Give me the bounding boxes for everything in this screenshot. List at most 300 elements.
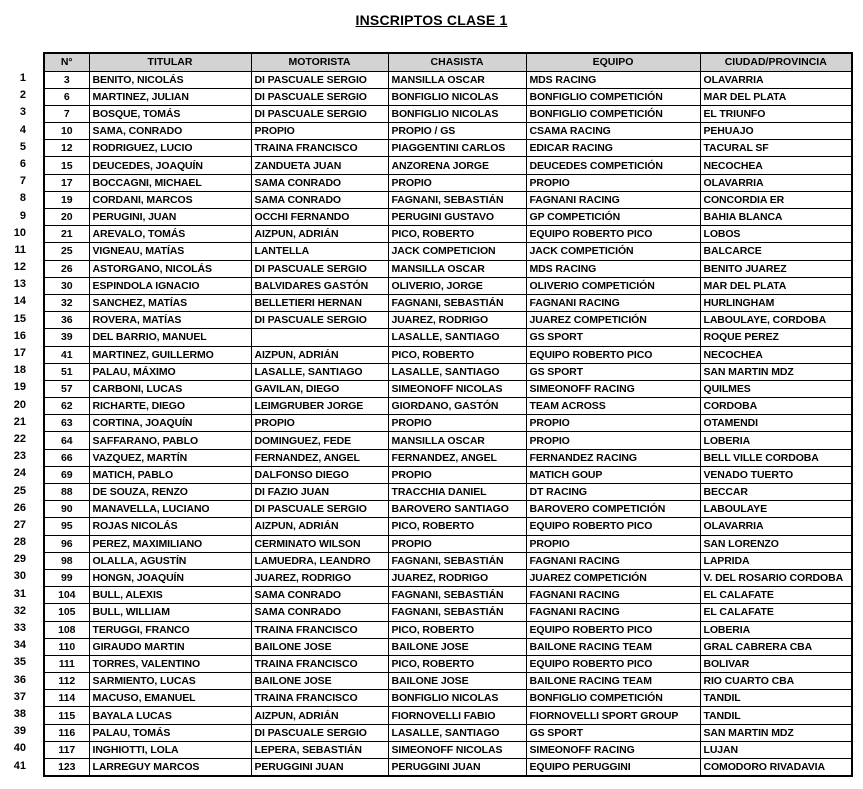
row-index: 17: [13, 347, 26, 359]
row-index: 15: [13, 312, 26, 325]
cell-chasista: FAGNANI, SEBASTIÁN: [388, 294, 526, 311]
cell-motorista: SAMA CONRADO: [251, 174, 388, 191]
row-index: 10: [13, 226, 26, 239]
row-index: 33: [13, 622, 26, 634]
row-index: 11: [14, 243, 26, 256]
table-row: [44, 690, 852, 707]
cell-motorista: TRAINA FRANCISCO: [251, 690, 388, 707]
row-index: 41: [13, 759, 26, 772]
cell-num: 64: [44, 432, 89, 449]
cell-ciudad: OTAMENDI: [700, 415, 852, 432]
cell-motorista: LEIMGRUBER JORGE: [251, 398, 388, 415]
cell-titular: GIRAUDO MARTIN: [89, 638, 251, 655]
cell-num: 62: [44, 398, 89, 415]
column-header-titular: TITULAR: [89, 53, 251, 71]
cell-motorista: LAMUEDRA, LEANDRO: [251, 552, 388, 569]
cell-num: 95: [44, 518, 89, 535]
cell-num: 36: [44, 312, 89, 329]
cell-chasista: BONFIGLIO NICOLAS: [388, 88, 526, 105]
cell-num: 98: [44, 552, 89, 569]
cell-motorista: TRAINA FRANCISCO: [251, 140, 388, 157]
row-index: 4: [19, 123, 26, 136]
cell-motorista: TRAINA FRANCISCO: [251, 655, 388, 672]
table-row: [44, 346, 852, 363]
row-index: 13: [13, 278, 26, 291]
cell-chasista: MANSILLA OSCAR: [388, 432, 526, 449]
cell-ciudad: BAHIA BLANCA: [700, 209, 852, 226]
cell-equipo: EDICAR RACING: [526, 140, 700, 157]
cell-chasista: TRACCHIA DANIEL: [388, 484, 526, 501]
cell-ciudad: NECOCHEA: [700, 346, 852, 363]
cell-ciudad: LABOULAYE: [700, 501, 852, 518]
cell-equipo: BONFIGLIO COMPETICIÓN: [526, 88, 700, 105]
cell-num: 110: [44, 638, 89, 655]
table-row: [44, 604, 852, 621]
cell-titular: ROVERA, MATÍAS: [89, 312, 251, 329]
cell-equipo: DEUCEDES COMPETICIÓN: [526, 157, 700, 174]
cell-equipo: MDS RACING: [526, 260, 700, 277]
table-row: [44, 243, 852, 260]
table-row: [44, 638, 852, 655]
cell-motorista: DI PASCUALE SERGIO: [251, 724, 388, 741]
cell-titular: TERUGGI, FRANCO: [89, 621, 251, 638]
cell-ciudad: CORDOBA: [700, 398, 852, 415]
cell-titular: CORTINA, JOAQUÍN: [89, 415, 251, 432]
table-row: [44, 174, 852, 191]
cell-chasista: BONFIGLIO NICOLAS: [388, 105, 526, 122]
row-index: 7: [19, 175, 26, 188]
cell-num: 96: [44, 535, 89, 552]
cell-titular: CARBONI, LUCAS: [89, 380, 251, 397]
cell-equipo: JACK COMPETICIÓN: [526, 243, 700, 260]
cell-equipo: FERNANDEZ RACING: [526, 449, 700, 466]
cell-num: 111: [44, 655, 89, 672]
cell-num: 39: [44, 329, 89, 346]
table-row: [44, 569, 852, 586]
cell-chasista: BAILONE JOSE: [388, 638, 526, 655]
cell-ciudad: TACURAL SF: [700, 140, 852, 157]
cell-titular: LARREGUY MARCOS: [89, 759, 251, 777]
cell-chasista: PROPIO / GS: [388, 123, 526, 140]
cell-num: 10: [44, 123, 89, 140]
cell-ciudad: COMODORO RIVADAVIA: [700, 759, 852, 777]
cell-chasista: OLIVERIO, JORGE: [388, 277, 526, 294]
cell-chasista: PICO, ROBERTO: [388, 226, 526, 243]
cell-chasista: BONFIGLIO NICOLAS: [388, 690, 526, 707]
cell-motorista: DI PASCUALE SERGIO: [251, 105, 388, 122]
cell-num: 15: [44, 157, 89, 174]
cell-chasista: JUAREZ, RODRIGO: [388, 569, 526, 586]
row-index: 19: [13, 381, 26, 394]
cell-equipo: EQUIPO PERUGGINI: [526, 759, 700, 777]
cell-motorista: SAMA CONRADO: [251, 604, 388, 621]
cell-motorista: ZANDUETA JUAN: [251, 157, 388, 174]
cell-ciudad: QUILMES: [700, 380, 852, 397]
cell-equipo: EQUIPO ROBERTO PICO: [526, 346, 700, 363]
table-row: [44, 432, 852, 449]
cell-ciudad: SAN LORENZO: [700, 535, 852, 552]
cell-chasista: FERNANDEZ, ANGEL: [388, 449, 526, 466]
cell-motorista: PERUGGINI JUAN: [251, 759, 388, 777]
cell-titular: MARTINEZ, JULIAN: [89, 88, 251, 105]
cell-equipo: FAGNANI RACING: [526, 191, 700, 208]
cell-num: 25: [44, 243, 89, 260]
cell-num: 7: [44, 105, 89, 122]
cell-ciudad: CONCORDIA ER: [700, 191, 852, 208]
cell-motorista: DI PASCUALE SERGIO: [251, 260, 388, 277]
cell-motorista: PROPIO: [251, 123, 388, 140]
cell-equipo: BONFIGLIO COMPETICIÓN: [526, 105, 700, 122]
page-title: INSCRIPTOS CLASE 1: [355, 12, 508, 28]
cell-chasista: PROPIO: [388, 415, 526, 432]
cell-num: 26: [44, 260, 89, 277]
row-index: 38: [13, 707, 26, 720]
cell-equipo: DT RACING: [526, 484, 700, 501]
row-index: 3: [19, 106, 26, 119]
table-row: [44, 724, 852, 741]
cell-equipo: GS SPORT: [526, 329, 700, 346]
row-index: 9: [19, 209, 26, 222]
cell-equipo: BAILONE RACING TEAM: [526, 673, 700, 690]
row-index: 29: [13, 553, 26, 566]
table-row: [44, 380, 852, 397]
cell-titular: PALAU, MÁXIMO: [89, 363, 251, 380]
table-row: [44, 518, 852, 535]
cell-equipo: MDS RACING: [526, 71, 700, 88]
cell-motorista: BAILONE JOSE: [251, 673, 388, 690]
cell-titular: ESPINDOLA IGNACIO: [89, 277, 251, 294]
cell-chasista: PICO, ROBERTO: [388, 518, 526, 535]
cell-ciudad: MAR DEL PLATA: [700, 88, 852, 105]
cell-ciudad: LABOULAYE, CORDOBA: [700, 312, 852, 329]
row-index: 20: [13, 398, 26, 411]
cell-chasista: BAILONE JOSE: [388, 673, 526, 690]
cell-equipo: GS SPORT: [526, 724, 700, 741]
cell-num: 123: [44, 759, 89, 777]
cell-ciudad: LOBERIA: [700, 432, 852, 449]
cell-num: 17: [44, 174, 89, 191]
cell-motorista: DI PASCUALE SERGIO: [251, 71, 388, 88]
cell-ciudad: BALCARCE: [700, 243, 852, 260]
table-row: [44, 140, 852, 157]
table-row: [44, 466, 852, 483]
cell-chasista: PICO, ROBERTO: [388, 346, 526, 363]
cell-chasista: SIMEONOFF NICOLAS: [388, 741, 526, 758]
cell-equipo: TEAM ACROSS: [526, 398, 700, 415]
cell-titular: AREVALO, TOMÁS: [89, 226, 251, 243]
cell-titular: ASTORGANO, NICOLÁS: [89, 260, 251, 277]
column-header-num: N°: [44, 53, 89, 71]
cell-chasista: PERUGGINI JUAN: [388, 759, 526, 777]
cell-motorista: CERMINATO WILSON: [251, 535, 388, 552]
cell-equipo: EQUIPO ROBERTO PICO: [526, 226, 700, 243]
cell-motorista: FERNANDEZ, ANGEL: [251, 449, 388, 466]
cell-chasista: FAGNANI, SEBASTIÁN: [388, 587, 526, 604]
table-body: [44, 71, 852, 776]
cell-titular: INGHIOTTI, LOLA: [89, 741, 251, 758]
cell-titular: PERUGINI, JUAN: [89, 209, 251, 226]
table-row: [44, 105, 852, 122]
cell-ciudad: BELL VILLE CORDOBA: [700, 449, 852, 466]
cell-chasista: FAGNANI, SEBASTIÁN: [388, 604, 526, 621]
cell-titular: BOSQUE, TOMÁS: [89, 105, 251, 122]
cell-ciudad: HURLINGHAM: [700, 294, 852, 311]
cell-ciudad: LUJAN: [700, 741, 852, 758]
cell-titular: MACUSO, EMANUEL: [89, 690, 251, 707]
cell-titular: TORRES, VALENTINO: [89, 655, 251, 672]
cell-chasista: JUAREZ, RODRIGO: [388, 312, 526, 329]
table-row: [44, 209, 852, 226]
cell-motorista: SAMA CONRADO: [251, 587, 388, 604]
cell-chasista: PROPIO: [388, 174, 526, 191]
cell-motorista: DI PASCUALE SERGIO: [251, 312, 388, 329]
cell-ciudad: BECCAR: [700, 484, 852, 501]
cell-motorista: PROPIO: [251, 415, 388, 432]
cell-motorista: DI PASCUALE SERGIO: [251, 501, 388, 518]
row-index: 6: [19, 157, 26, 170]
table-row: [44, 363, 852, 380]
column-header-equipo: EQUIPO: [526, 53, 700, 71]
row-index: 40: [13, 742, 26, 755]
row-index: 39: [13, 725, 26, 738]
table-row: [44, 449, 852, 466]
cell-num: 69: [44, 466, 89, 483]
row-index: 25: [13, 484, 26, 497]
cell-titular: RODRIGUEZ, LUCIO: [89, 140, 251, 157]
table-row: [44, 226, 852, 243]
cell-num: 99: [44, 569, 89, 586]
cell-chasista: LASALLE, SANTIAGO: [388, 363, 526, 380]
cell-equipo: PROPIO: [526, 174, 700, 191]
cell-ciudad: OLAVARRIA: [700, 71, 852, 88]
cell-titular: SARMIENTO, LUCAS: [89, 673, 251, 690]
cell-ciudad: LAPRIDA: [700, 552, 852, 569]
cell-ciudad: GRAL CABRERA CBA: [700, 638, 852, 655]
cell-motorista: OCCHI FERNANDO: [251, 209, 388, 226]
cell-equipo: BAROVERO COMPETICIÓN: [526, 501, 700, 518]
cell-chasista: SIMEONOFF NICOLAS: [388, 380, 526, 397]
cell-motorista: BELLETIERI HERNAN: [251, 294, 388, 311]
cell-motorista: SAMA CONRADO: [251, 191, 388, 208]
cell-chasista: LASALLE, SANTIAGO: [388, 724, 526, 741]
cell-motorista: BALVIDARES GASTÓN: [251, 277, 388, 294]
cell-titular: SAFFARANO, PABLO: [89, 432, 251, 449]
cell-equipo: SIMEONOFF RACING: [526, 380, 700, 397]
table-row: [44, 501, 852, 518]
cell-titular: HONGN, JOAQUÍN: [89, 569, 251, 586]
cell-chasista: FIORNOVELLI FABIO: [388, 707, 526, 724]
row-index: 12: [13, 261, 26, 274]
cell-num: 114: [44, 690, 89, 707]
cell-equipo: FAGNANI RACING: [526, 587, 700, 604]
row-index: 22: [13, 432, 26, 445]
cell-chasista: PERUGINI GUSTAVO: [388, 209, 526, 226]
cell-chasista: MANSILLA OSCAR: [388, 260, 526, 277]
cell-chasista: JACK COMPETICION: [388, 243, 526, 260]
cell-num: 104: [44, 587, 89, 604]
table-row: [44, 88, 852, 105]
cell-titular: BULL, WILLIAM: [89, 604, 251, 621]
cell-num: 117: [44, 741, 89, 758]
cell-equipo: EQUIPO ROBERTO PICO: [526, 621, 700, 638]
cell-titular: CORDANI, MARCOS: [89, 191, 251, 208]
row-index: 28: [13, 536, 26, 549]
cell-titular: MANAVELLA, LUCIANO: [89, 501, 251, 518]
cell-titular: PEREZ, MAXIMILIANO: [89, 535, 251, 552]
inscriptos-table: [43, 52, 853, 777]
table-layout: [0, 52, 853, 777]
cell-titular: BOCCAGNI, MICHAEL: [89, 174, 251, 191]
cell-num: 51: [44, 363, 89, 380]
cell-titular: DEL BARRIO, MANUEL: [89, 329, 251, 346]
cell-equipo: JUAREZ COMPETICIÓN: [526, 312, 700, 329]
cell-titular: BENITO, NICOLÁS: [89, 71, 251, 88]
cell-ciudad: EL TRIUNFO: [700, 105, 852, 122]
cell-num: 63: [44, 415, 89, 432]
cell-ciudad: ROQUE PEREZ: [700, 329, 852, 346]
cell-num: 21: [44, 226, 89, 243]
table-row: [44, 655, 852, 672]
cell-ciudad: OLAVARRIA: [700, 174, 852, 191]
cell-equipo: GP COMPETICIÓN: [526, 209, 700, 226]
cell-ciudad: SAN MARTIN MDZ: [700, 363, 852, 380]
cell-titular: DE SOUZA, RENZO: [89, 484, 251, 501]
table-header: [44, 53, 852, 71]
cell-motorista: TRAINA FRANCISCO: [251, 621, 388, 638]
cell-ciudad: BENITO JUAREZ: [700, 260, 852, 277]
cell-num: 105: [44, 604, 89, 621]
cell-motorista: DALFONSO DIEGO: [251, 466, 388, 483]
cell-num: 19: [44, 191, 89, 208]
cell-titular: VIGNEAU, MATÍAS: [89, 243, 251, 260]
cell-equipo: GS SPORT: [526, 363, 700, 380]
cell-equipo: FAGNANI RACING: [526, 294, 700, 311]
cell-num: 30: [44, 277, 89, 294]
cell-equipo: FAGNANI RACING: [526, 604, 700, 621]
cell-ciudad: SAN MARTIN MDZ: [700, 724, 852, 741]
table-row: [44, 277, 852, 294]
row-index-gutter: [0, 52, 43, 775]
cell-equipo: PROPIO: [526, 415, 700, 432]
table-row: [44, 535, 852, 552]
cell-motorista: AIZPUN, ADRIÁN: [251, 346, 388, 363]
table-row: [44, 123, 852, 140]
header-row: [44, 53, 852, 71]
cell-chasista: GIORDANO, GASTÓN: [388, 398, 526, 415]
table-row: [44, 415, 852, 432]
row-index: 21: [13, 415, 26, 428]
cell-motorista: LASALLE, SANTIAGO: [251, 363, 388, 380]
row-index: 35: [13, 656, 26, 669]
cell-equipo: MATICH GOUP: [526, 466, 700, 483]
cell-ciudad: MAR DEL PLATA: [700, 277, 852, 294]
table-row: [44, 552, 852, 569]
row-index: 36: [13, 673, 26, 686]
column-header-ciudad: CIUDAD/PROVINCIA: [700, 53, 852, 71]
cell-equipo: FAGNANI RACING: [526, 552, 700, 569]
table-row: [44, 294, 852, 311]
cell-num: 57: [44, 380, 89, 397]
cell-chasista: FAGNANI, SEBASTIÁN: [388, 191, 526, 208]
cell-num: 20: [44, 209, 89, 226]
cell-titular: SANCHEZ, MATÍAS: [89, 294, 251, 311]
row-index: 2: [19, 89, 26, 102]
cell-chasista: ANZORENA JORGE: [388, 157, 526, 174]
row-index: 14: [13, 295, 26, 308]
cell-chasista: FAGNANI, SEBASTIÁN: [388, 552, 526, 569]
cell-ciudad: EL CALAFATE: [700, 587, 852, 604]
table-row: [44, 759, 852, 777]
cell-chasista: PROPIO: [388, 535, 526, 552]
cell-ciudad: BOLIVAR: [700, 655, 852, 672]
table-row: [44, 312, 852, 329]
cell-chasista: MANSILLA OSCAR: [388, 71, 526, 88]
table-row: [44, 191, 852, 208]
cell-ciudad: VENADO TUERTO: [700, 466, 852, 483]
cell-num: 112: [44, 673, 89, 690]
cell-equipo: JUAREZ COMPETICIÓN: [526, 569, 700, 586]
cell-titular: SAMA, CONRADO: [89, 123, 251, 140]
cell-titular: RICHARTE, DIEGO: [89, 398, 251, 415]
cell-chasista: PROPIO: [388, 466, 526, 483]
cell-chasista: PICO, ROBERTO: [388, 655, 526, 672]
table-row: [44, 741, 852, 758]
cell-ciudad: OLAVARRIA: [700, 518, 852, 535]
cell-equipo: PROPIO: [526, 432, 700, 449]
cell-motorista: JUAREZ, RODRIGO: [251, 569, 388, 586]
cell-equipo: FIORNOVELLI SPORT GROUP: [526, 707, 700, 724]
cell-chasista: LASALLE, SANTIAGO: [388, 329, 526, 346]
cell-motorista: AIZPUN, ADRIÁN: [251, 707, 388, 724]
cell-motorista: GAVILAN, DIEGO: [251, 380, 388, 397]
cell-motorista: LANTELLA: [251, 243, 388, 260]
cell-motorista: LEPERA, SEBASTIÁN: [251, 741, 388, 758]
table-row: [44, 621, 852, 638]
cell-titular: VAZQUEZ, MARTÍN: [89, 449, 251, 466]
cell-motorista: DI PASCUALE SERGIO: [251, 88, 388, 105]
cell-equipo: BONFIGLIO COMPETICIÓN: [526, 690, 700, 707]
cell-chasista: PIAGGENTINI CARLOS: [388, 140, 526, 157]
cell-equipo: SIMEONOFF RACING: [526, 741, 700, 758]
cell-ciudad: LOBERIA: [700, 621, 852, 638]
cell-ciudad: TANDIL: [700, 707, 852, 724]
cell-ciudad: PEHUAJO: [700, 123, 852, 140]
row-index: 37: [13, 690, 26, 703]
cell-titular: ROJAS NICOLÁS: [89, 518, 251, 535]
row-index: 18: [13, 364, 26, 377]
cell-num: 32: [44, 294, 89, 311]
row-index: 26: [13, 501, 26, 514]
cell-num: 115: [44, 707, 89, 724]
row-index: 30: [13, 570, 26, 583]
cell-titular: PALAU, TOMÁS: [89, 724, 251, 741]
row-index: 32: [13, 604, 26, 617]
cell-equipo: BAILONE RACING TEAM: [526, 638, 700, 655]
cell-motorista: AIZPUN, ADRIÁN: [251, 518, 388, 535]
cell-num: 66: [44, 449, 89, 466]
cell-num: 41: [44, 346, 89, 363]
cell-motorista: BAILONE JOSE: [251, 638, 388, 655]
row-index: 23: [13, 450, 26, 463]
cell-titular: DEUCEDES, JOAQUÍN: [89, 157, 251, 174]
table-row: [44, 260, 852, 277]
cell-motorista: DOMINGUEZ, FEDE: [251, 432, 388, 449]
row-index: 24: [13, 467, 26, 480]
table-row: [44, 673, 852, 690]
table-row: [44, 587, 852, 604]
cell-num: 88: [44, 484, 89, 501]
cell-ciudad: V. DEL ROSARIO CORDOBA: [700, 569, 852, 586]
